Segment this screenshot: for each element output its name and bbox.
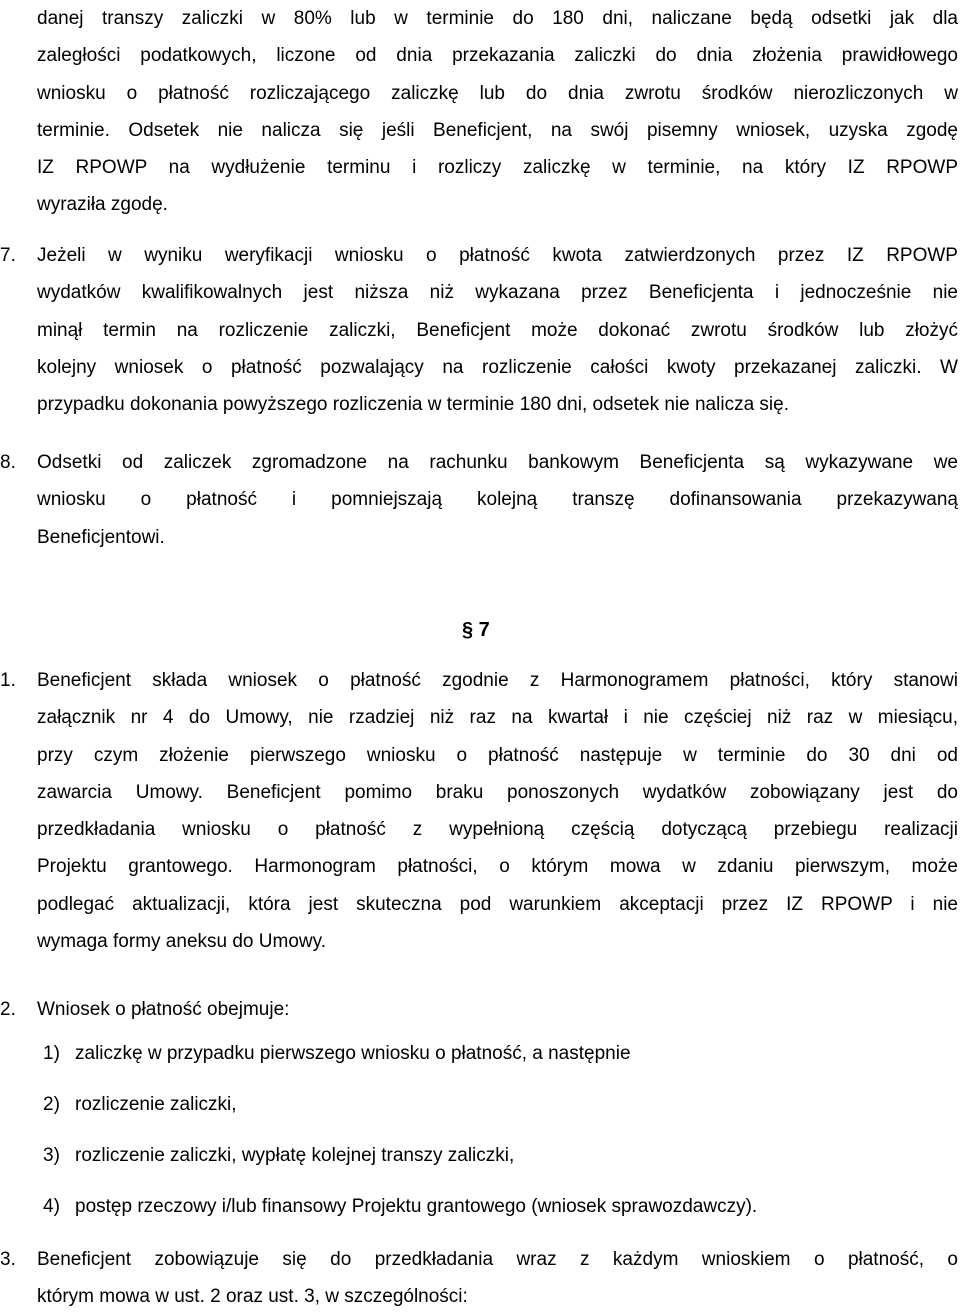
text-line: IZ RPOWP na wydłużenie terminu i rozliczy zaliczkę w terminie, na który IZ RPOWP xyxy=(37,157,958,179)
list-item-number: 1) xyxy=(43,1043,60,1064)
text-line: Wniosek o płatność obejmuje: xyxy=(37,999,290,1020)
text-line: którym mowa w ust. 2 oraz ust. 3, w szczególności: xyxy=(37,1286,468,1308)
paragraph-number: 2. xyxy=(0,999,16,1020)
text-line: Projektu grantowego. Harmonogram płatności, o którym mowa w zdaniu pierwszym, może xyxy=(37,856,958,878)
text-line: wniosku o płatność i pomniejszają kolejną transzę dofinansowania przekazywaną xyxy=(37,489,958,511)
text-line: wyraziła zgodę. xyxy=(37,194,168,216)
text-line: przypadku dokonania powyższego rozliczenia w terminie 180 dni, odsetek nie nalicza się. xyxy=(37,394,789,416)
text-line: wydatków kwalifikowalnych jest niższa niż wykazana przez Beneficjenta i jednocześnie nie xyxy=(37,282,958,304)
text-line: zawarcia Umowy. Beneficjent pomimo braku ponoszonych wydatków zobowiązany jest do xyxy=(37,781,958,803)
paragraph-number: 3. xyxy=(0,1249,16,1270)
text-line: Beneficjentowi. xyxy=(37,526,165,548)
paragraph-number: 8. xyxy=(0,452,16,473)
text-line: kolejny wniosek o płatność pozwalający na rozliczenie całości kwoty przekazanej zaliczki. W xyxy=(37,356,958,378)
section-heading: § 7 xyxy=(462,619,490,641)
text-line: danej transzy zaliczki w 80% lub w terminie do 180 dni, naliczane będą odsetki jak dla xyxy=(37,8,958,29)
list-item-text: rozliczenie zaliczki, wypłatę kolejnej transzy zaliczki, xyxy=(75,1145,515,1166)
text-line: wniosku o płatność rozliczającego zaliczkę lub do dnia zwrotu środków nierozliczonych w xyxy=(37,82,958,104)
list-item xyxy=(43,1090,237,1120)
text-line: Odsetki od zaliczek zgromadzone na rachunku bankowym Beneficjenta są wykazywane we xyxy=(37,452,958,473)
text-line: przedkładania wniosku o płatność z wypełnioną częścią dotyczącą przebiegu realizacji xyxy=(37,819,958,841)
list-item-number: 4) xyxy=(43,1196,60,1217)
list-item-number: 2) xyxy=(43,1094,60,1115)
text-line: Beneficjent zobowiązuje się do przedkładania wraz z każdym wnioskiem o płatność, o xyxy=(37,1249,958,1270)
text-line: terminie. Odsetek nie nalicza się jeśli Beneficjent, na swój pisemny wniosek, uzyska zgodę xyxy=(37,119,958,141)
paragraph-number: 7. xyxy=(0,245,16,266)
text-line: Beneficjent składa wniosek o płatność zgodnie z Harmonogramem płatności, który stanowi xyxy=(37,670,958,691)
text-line: przy czym złożenie pierwszego wniosku o płatność następuje w terminie do 30 dni od xyxy=(37,744,958,766)
list-item-text: zaliczkę w przypadku pierwszego wniosku o płatność, a następnie xyxy=(75,1043,631,1064)
text-line: minął termin na rozliczenie zaliczki, Beneficjent może dokonać zwrotu środków lub złożyć xyxy=(37,319,958,341)
text-line: podlegać aktualizacji, która jest skuteczna pod warunkiem akceptacji przez IZ RPOWP i nie xyxy=(37,893,958,915)
text-line: zaległości podatkowych, liczone od dnia przekazania zaliczki do dnia złożenia prawidłowego xyxy=(37,45,958,67)
list-item xyxy=(43,1039,631,1069)
list-item-text: postęp rzeczowy i/lub finansowy Projektu grantowego (wniosek sprawozdawczy). xyxy=(75,1196,758,1217)
paragraph-number: 1. xyxy=(0,670,16,691)
text-line: wymaga formy aneksu do Umowy. xyxy=(37,931,326,953)
list-item xyxy=(43,1141,514,1171)
paragraph-intro xyxy=(37,0,958,224)
text-line: załącznik nr 4 do Umowy, nie rzadziej niż raz na kwartał i nie częściej niż raz w miesiącu, xyxy=(37,707,958,729)
list-item-number: 3) xyxy=(43,1145,60,1166)
list-item xyxy=(43,1192,757,1222)
text-line: Jeżeli w wyniku weryfikacji wniosku o płatność kwota zatwierdzonych przez IZ RPOWP xyxy=(37,245,958,266)
list-item-text: rozliczenie zaliczki, xyxy=(75,1094,237,1115)
